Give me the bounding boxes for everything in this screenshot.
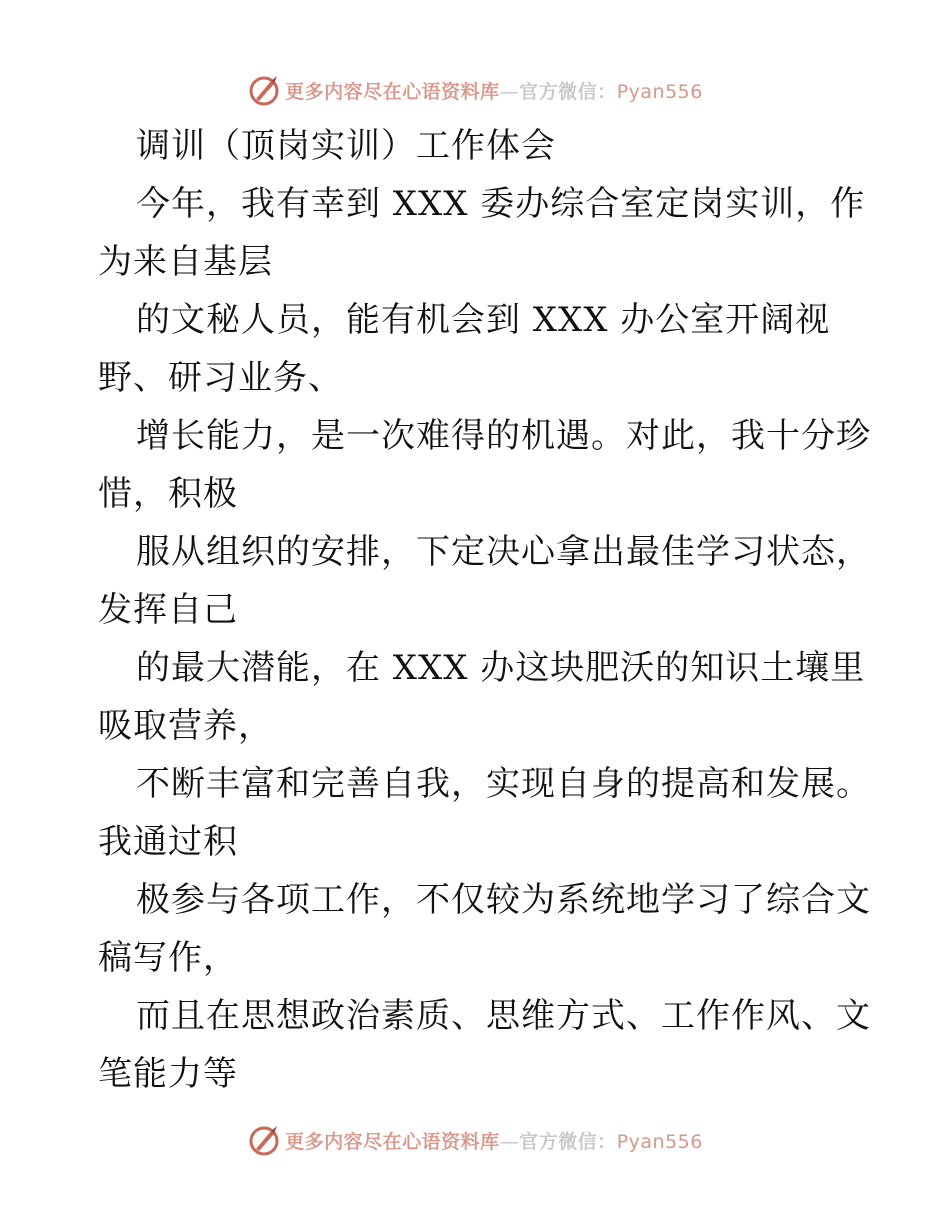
footer-wechat-label: 官方微信： <box>519 1130 617 1153</box>
text-line: 我通过积 <box>98 822 238 862</box>
document-title: 调训（顶岗实训）工作体会 <box>136 126 556 166</box>
text-line: 的文秘人员，能有机会到 XXX 办公室开阔视 <box>136 300 831 340</box>
text-line: 稿写作， <box>98 938 238 978</box>
text-line: 为来自基层 <box>98 242 273 282</box>
header-dash: — <box>499 80 520 103</box>
text-line: 吸取营养， <box>98 706 273 746</box>
footer-brand: 更多内容尽在心语资料库 <box>285 1130 500 1153</box>
text-line: 的最大潜能，在 XXX 办这块肥沃的知识土壤里 <box>136 648 866 688</box>
quill-logo-icon <box>247 1123 281 1157</box>
header-account: Pyan556 <box>616 80 703 103</box>
text-line: 极参与各项工作，不仅较为系统地学习了综合文 <box>136 880 871 920</box>
quill-logo-icon <box>247 73 281 107</box>
header-banner <box>0 70 950 110</box>
text-line: 笔能力等 <box>98 1054 238 1094</box>
header-brand: 更多内容尽在心语资料库 <box>285 80 500 103</box>
text-line: 而且在思想政治素质、思维方式、工作作风、文 <box>136 996 871 1036</box>
text-line: 增长能力，是一次难得的机遇。对此，我十分珍 <box>136 416 871 456</box>
header-text <box>285 77 703 104</box>
text-line: 今年，我有幸到 XXX 委办综合室定岗实训，作 <box>136 184 866 224</box>
footer-text <box>285 1127 703 1154</box>
text-line: 野、研习业务、 <box>98 358 343 398</box>
header-wechat-label: 官方微信： <box>519 80 617 103</box>
text-line: 服从组织的安排，下定决心拿出最佳学习状态， <box>136 532 871 572</box>
text-line: 惜，积极 <box>98 474 238 514</box>
footer-dash: — <box>499 1130 520 1153</box>
document-body <box>98 117 898 1103</box>
footer-banner <box>0 1120 950 1160</box>
text-line: 不断丰富和完善自我，实现自身的提高和发展。 <box>136 764 871 804</box>
footer-account: Pyan556 <box>616 1130 703 1153</box>
text-line: 发挥自己 <box>98 590 238 630</box>
